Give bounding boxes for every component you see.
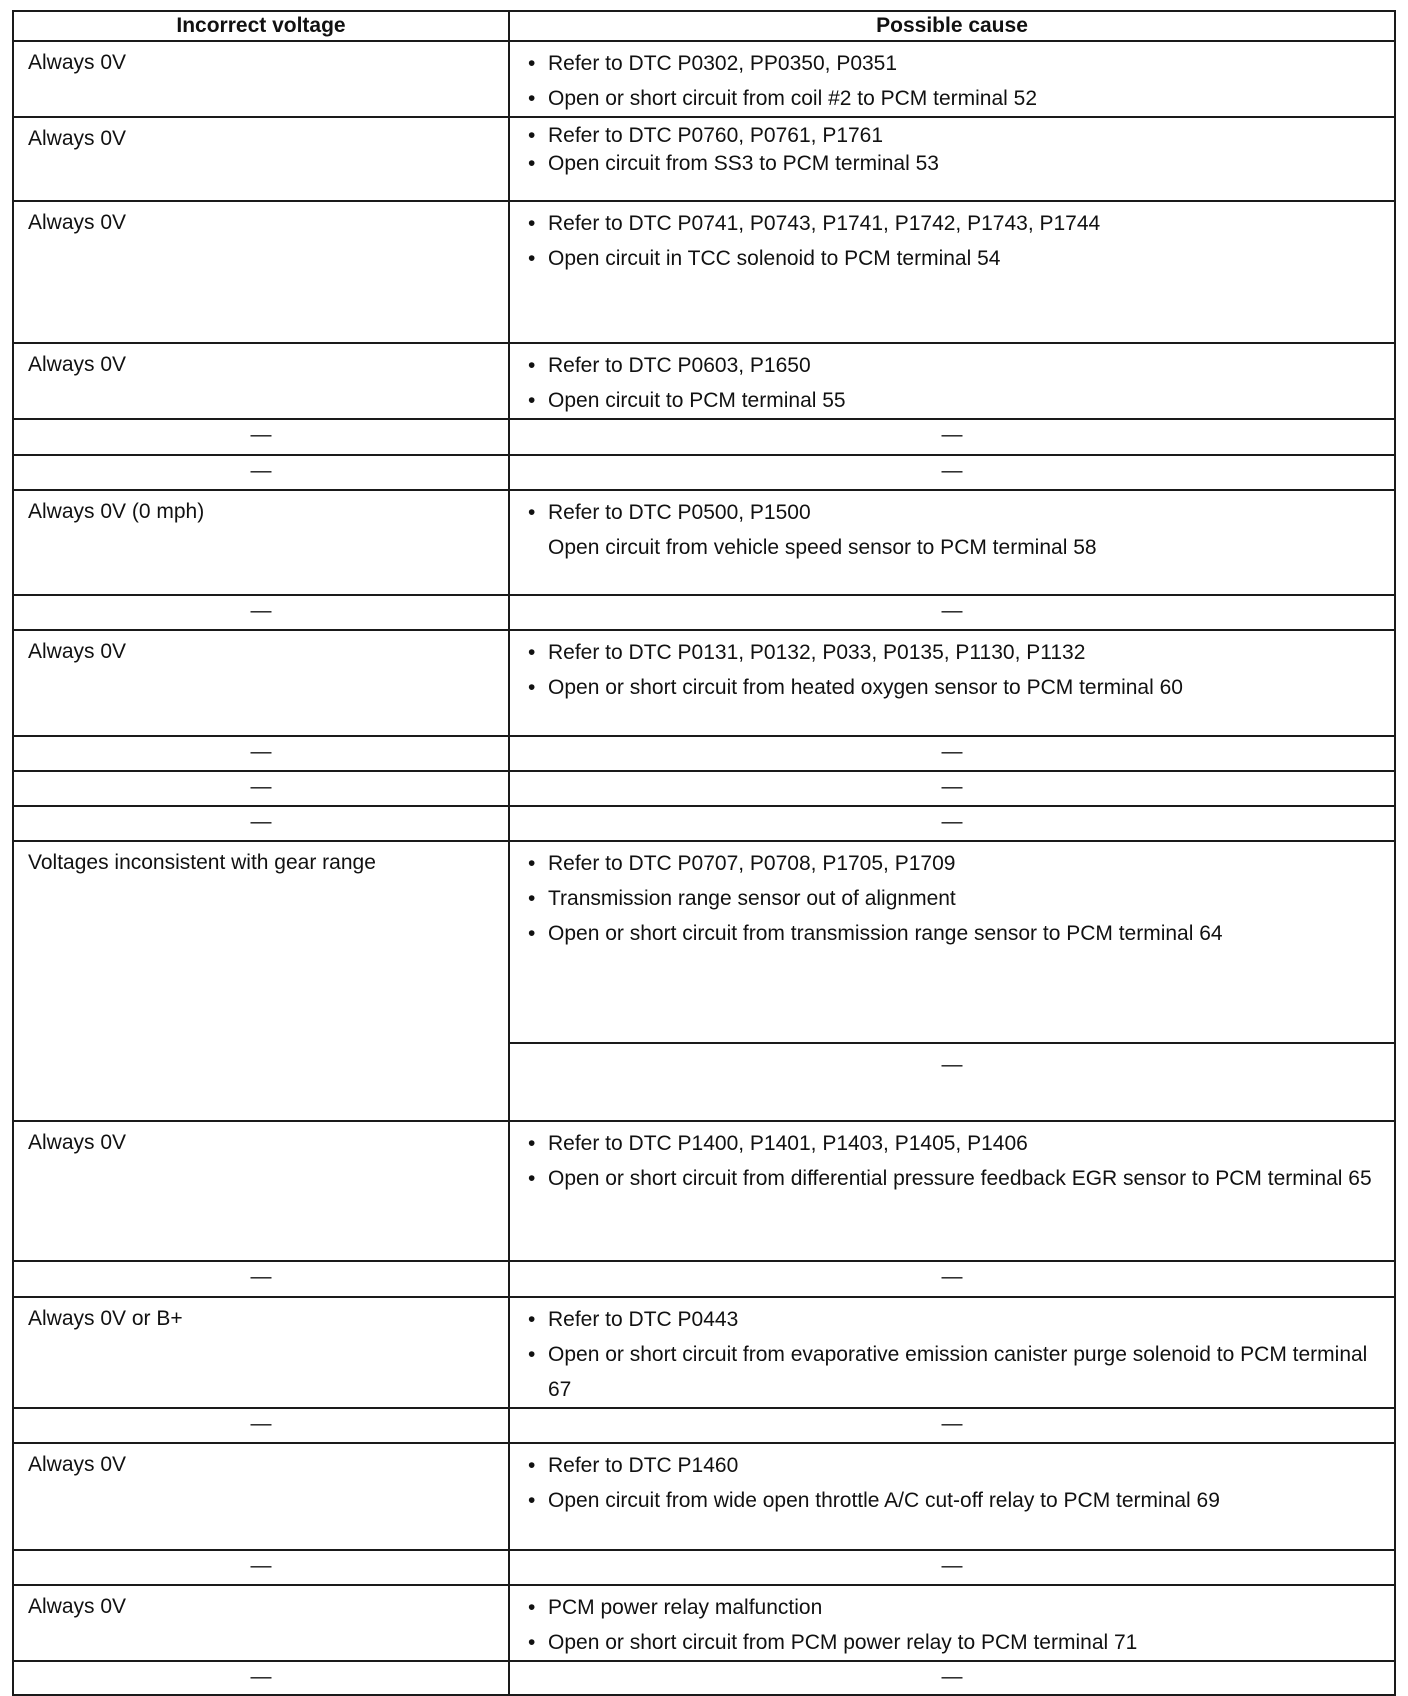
cause-cell [509, 1585, 1395, 1661]
voltage-cell: — [13, 1261, 509, 1297]
empty-row [13, 1661, 1395, 1695]
voltage-cell: Voltages inconsistent with gear range [13, 841, 509, 1121]
cause-cell: — [509, 1408, 1395, 1443]
voltage-cell: — [13, 419, 509, 455]
cause-cell [509, 630, 1395, 736]
cause-cell: — [509, 736, 1395, 771]
cause-cell: — [509, 1550, 1395, 1585]
empty-row [13, 736, 1395, 771]
cause-cell: — [509, 595, 1395, 630]
cause-item: • Open or short circuit from transmission range sensor to PCM terminal 64 [528, 922, 1223, 945]
cause-item: • Transmission range sensor out of alignment [528, 887, 956, 910]
cause-cell: — [509, 771, 1395, 806]
cause-item: • Open or short circuit from PCM power relay to PCM terminal 71 [528, 1631, 1138, 1654]
voltage-cell: Always 0V [13, 1121, 509, 1261]
voltage-cell: Always 0V or B+ [13, 1297, 509, 1408]
empty-row [13, 771, 1395, 806]
header-possible-cause: Possible cause [509, 11, 1395, 41]
cause-cell [509, 117, 1395, 201]
voltage-cell: — [13, 736, 509, 771]
voltage-cell: — [13, 806, 509, 841]
voltage-cell: Always 0V [13, 1585, 509, 1661]
empty-row [13, 419, 1395, 455]
table-header-row [13, 11, 1395, 41]
cause-item: • Refer to DTC P1400, P1401, P1403, P1405, P1406 [528, 1132, 1028, 1155]
cause-item: • Refer to DTC P0302, PP0350, P0351 [528, 52, 898, 75]
voltage-cell: — [13, 771, 509, 806]
cause-item: • PCM power relay malfunction [528, 1596, 823, 1619]
voltage-cell: Always 0V [13, 1443, 509, 1550]
cause-cell [509, 41, 1395, 117]
cause-item: • Refer to DTC P0603, P1650 [528, 354, 811, 377]
cause-item: • Refer to DTC P0131, P0132, P033, P0135, P1130, P1132 [528, 641, 1086, 664]
table-row [13, 630, 1395, 736]
cause-cell: — [509, 1661, 1395, 1695]
cause-cell [509, 1443, 1395, 1550]
voltage-cell: — [13, 1408, 509, 1443]
cause-item: • Open or short circuit from differential pressure feedback EGR sensor to PCM terminal 65 [528, 1167, 1372, 1190]
voltage-cell: Always 0V [13, 41, 509, 117]
cause-item: • Open or short circuit from evaporative emission canister purge solenoid to PCM terminal 67 [528, 1343, 1368, 1401]
voltage-cell: Always 0V [13, 343, 509, 419]
table-row [13, 1297, 1395, 1408]
voltage-cell: Always 0V [13, 630, 509, 736]
voltage-cell: — [13, 595, 509, 630]
voltage-cell: — [13, 1661, 509, 1695]
cause-cell: — [509, 806, 1395, 841]
voltage-cell: — [13, 1550, 509, 1585]
table-row [13, 343, 1395, 419]
empty-row [13, 1408, 1395, 1443]
cause-cell [509, 201, 1395, 343]
cause-cell [509, 343, 1395, 419]
cause-cell [509, 841, 1395, 1121]
voltage-cause-table [12, 10, 1396, 1696]
table-row [13, 1121, 1395, 1261]
cause-item: • Refer to DTC P0707, P0708, P1705, P1709 [528, 852, 956, 875]
empty-row [13, 1550, 1395, 1585]
table-row [13, 117, 1395, 201]
cause-item: • Refer to DTC P0443 [528, 1308, 739, 1331]
cause-cell [509, 1121, 1395, 1261]
cause-item: • Refer to DTC P0741, P0743, P1741, P1742, P1743, P1744 [528, 212, 1101, 235]
cause-item: • Open circuit from wide open throttle A/C cut-off relay to PCM terminal 69 [528, 1489, 1220, 1512]
table-row [13, 41, 1395, 117]
empty-row [13, 595, 1395, 630]
cause-item: Open circuit from vehicle speed sensor to PCM terminal 58 [548, 536, 1097, 559]
voltage-cell: — [13, 455, 509, 490]
cause-cell [509, 490, 1395, 595]
empty-row [13, 1261, 1395, 1297]
cause-subcell-empty: — [510, 1042, 1394, 1108]
cause-item: • Open circuit from SS3 to PCM terminal 53 [528, 152, 939, 175]
empty-row [13, 806, 1395, 841]
empty-row [13, 455, 1395, 490]
cause-item: • Refer to DTC P1460 [528, 1454, 739, 1477]
voltage-cell: Always 0V (0 mph) [13, 490, 509, 595]
cause-cell: — [509, 455, 1395, 490]
table-row [13, 1443, 1395, 1550]
table-row [13, 201, 1395, 343]
cause-item: • Open circuit in TCC solenoid to PCM terminal 54 [528, 247, 1001, 270]
voltage-cell: Always 0V [13, 201, 509, 343]
cause-item: • Refer to DTC P0500, P1500 [528, 501, 811, 524]
table-row [13, 841, 1395, 1121]
cause-cell: — [509, 419, 1395, 455]
table-row [13, 1585, 1395, 1661]
cause-cell: — [509, 1261, 1395, 1297]
cause-cell [509, 1297, 1395, 1408]
header-incorrect-voltage: Incorrect voltage [13, 11, 509, 41]
voltage-cell: Always 0V [13, 117, 509, 201]
cause-item: • Open or short circuit from heated oxygen sensor to PCM terminal 60 [528, 676, 1183, 699]
cause-item: • Refer to DTC P0760, P0761, P1761 [528, 124, 884, 147]
cause-item: • Open or short circuit from coil #2 to PCM terminal 52 [528, 87, 1038, 110]
cause-item: • Open circuit to PCM terminal 55 [528, 389, 846, 412]
table-row [13, 490, 1395, 595]
